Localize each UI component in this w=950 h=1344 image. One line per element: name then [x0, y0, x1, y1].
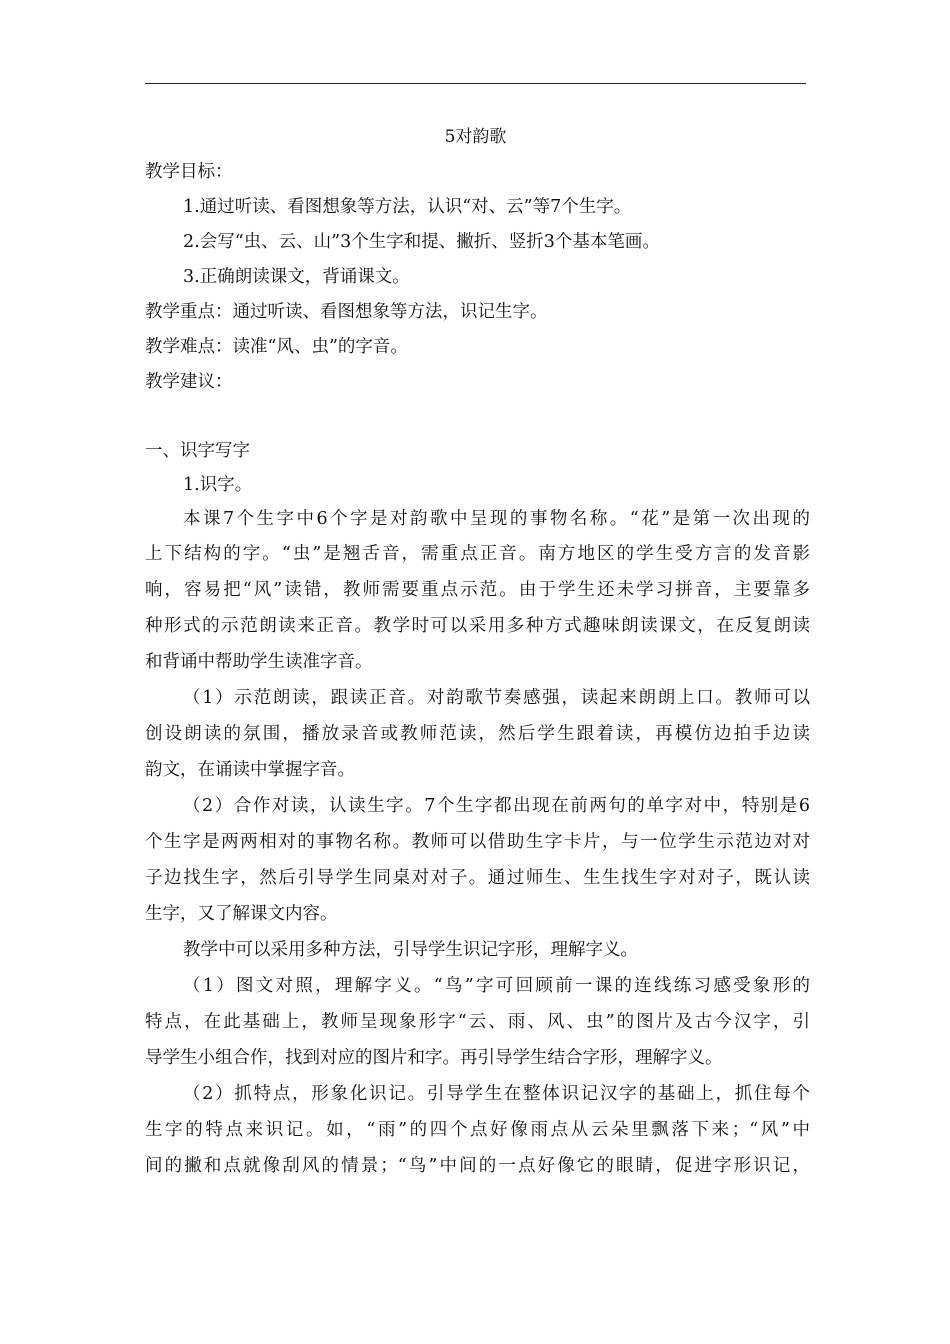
difficult-point: 教学难点：读准“风、虫”的字音。: [145, 337, 408, 357]
paragraph-line: 教学中可以采用多种方法，引导学生识记字形，理解字义。: [183, 940, 638, 960]
paragraph-line: 种形式的示范朗读来正音。教学时可以采用多种方式趣味朗读课文，在反复朗读: [145, 616, 810, 636]
paragraph-line: 生字的特点来识记。如，“雨”的四个点好像雨点从云朵里飘落下来；“风”中: [145, 1120, 810, 1140]
subsection-heading: 1.识字。: [183, 475, 253, 495]
objective-3: 3.正确朗读课文，背诵课文。: [183, 267, 410, 287]
paragraph-line: （1）示范朗读，跟读正音。对韵歌节奏感强，读起来朗朗上口。教师可以: [183, 688, 810, 708]
paragraph-line: （1）图文对照，理解字义。“鸟”字可回顾前一课的连线练习感受象形的: [183, 976, 810, 996]
paragraph-line: 生字，又了解课文内容。: [145, 904, 338, 924]
paragraph-line: 本课7个生字中6个字是对韵歌中呈现的事物名称。“花”是第一次出现的: [183, 509, 810, 529]
lesson-title: 5对韵歌: [444, 127, 507, 147]
paragraph-line: 特点，在此基础上，教师呈现象形字“云、雨、风、虫”的图片及古今汉字，引: [145, 1012, 810, 1032]
paragraph-line: 创设朗读的氛围，播放录音或教师范读，然后学生跟着读，再模仿边拍手边读: [145, 724, 810, 744]
paragraph-line: （2）合作对读，认读生字。7个生字都出现在前两句的单字对中，特别是6: [183, 796, 810, 816]
key-point: 教学重点：通过听读、看图想象等方法，识记生字。: [145, 302, 548, 322]
objectives-heading: 教学目标：: [145, 162, 233, 182]
section-heading: 一、识字写字: [145, 441, 250, 461]
paragraph-line: 上下结构的字。“虫”是翘舌音，需重点正音。南方地区的学生受方言的发音影: [145, 544, 810, 564]
header-rule: [145, 83, 806, 84]
paragraph-line: 导学生小组合作，找到对应的图片和字。再引导学生结合字形，理解字义。: [145, 1048, 723, 1068]
paragraph-line: 个生字是两两相对的事物名称。教师可以借助生字卡片，与一位学生示范边对对: [145, 832, 810, 852]
objective-1: 1.通过听读、看图想象等方法，认识“对、云”等7个生字。: [183, 197, 632, 217]
paragraph-line: 子边找生字，然后引导学生同桌对对子。通过师生、生生找生字对对子，既认读: [145, 868, 810, 888]
paragraph-line: （2）抓特点，形象化识记。引导学生在整体识记汉字的基础上，抓住每个: [183, 1084, 810, 1104]
objective-2: 2.会写“虫、云、山”3个生字和提、撇折、竖折3个基本笔画。: [183, 232, 660, 252]
paragraph-line: 响，容易把“风”读错，教师需要重点示范。由于学生还未学习拼音，主要靠多: [145, 580, 810, 600]
paragraph-line: 韵文，在诵读中掌握字音。: [145, 760, 355, 780]
paragraph-line: 间的撇和点就像刮风的情景；“鸟”中间的一点好像它的眼睛，促进字形识记，: [145, 1156, 810, 1176]
paragraph-line: 和背诵中帮助学生读准字音。: [145, 652, 373, 672]
suggestions-heading: 教学建议：: [145, 372, 233, 392]
